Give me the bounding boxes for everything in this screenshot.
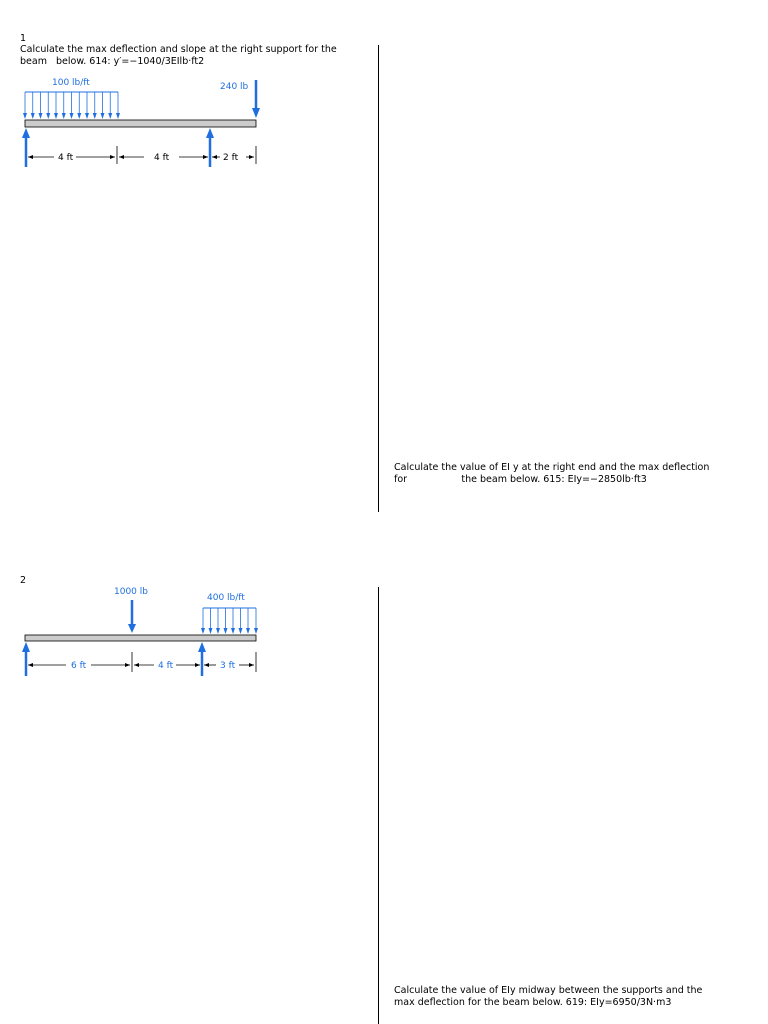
left-support-arrow <box>22 642 30 676</box>
beam <box>25 120 256 127</box>
point-load-label: 1000 lb <box>114 587 148 597</box>
problem-1-text-line-2: beam below. 614: y′=−1040/3EIlb·ft2 <box>20 56 205 67</box>
point-load-label: 240 lb <box>220 82 249 92</box>
problem-1-number: 1 <box>20 33 27 44</box>
right-support-arrow <box>206 128 214 167</box>
dimension-label-2: 4 ft <box>154 153 170 163</box>
column-divider-top <box>378 45 379 512</box>
problem-615-text-line-2: for the beam below. 615: EIy=−2850lb·ft3 <box>394 474 647 485</box>
dimension-label-1: 4 ft <box>58 153 74 163</box>
distributed-load-label: 400 lb/ft <box>207 593 245 603</box>
problem-619-text-line-2: max deflection for the beam below. 619: EIy=6950/3N·m3 <box>394 997 672 1008</box>
distributed-load-arrows <box>201 608 258 634</box>
problem-615-text-line-1: Calculate the value of EI y at the right end and the max deflection <box>394 462 710 473</box>
problem-1-beam-diagram <box>18 72 268 172</box>
dimension-label-2: 4 ft <box>158 661 174 671</box>
left-support-arrow <box>22 128 30 167</box>
beam <box>25 635 256 641</box>
column-divider-bottom <box>378 587 379 1024</box>
point-load-arrow <box>128 600 136 633</box>
problem-2-number: 2 <box>20 575 27 586</box>
distributed-load-label: 100 lb/ft <box>52 78 90 88</box>
dimension-label-3: 3 ft <box>220 661 236 671</box>
distributed-load-arrows <box>23 92 120 119</box>
dimension-label-1: 6 ft <box>71 661 87 671</box>
problem-619-text-line-1: Calculate the value of EIy midway between the supports and the <box>394 985 703 996</box>
dimension-label-3: 2 ft <box>223 153 239 163</box>
point-load-arrow <box>252 80 260 118</box>
right-support-arrow <box>198 642 206 676</box>
problem-2-beam-diagram <box>18 580 268 680</box>
problem-1-text-line-1: Calculate the max deflection and slope at the right support for the <box>20 44 337 55</box>
